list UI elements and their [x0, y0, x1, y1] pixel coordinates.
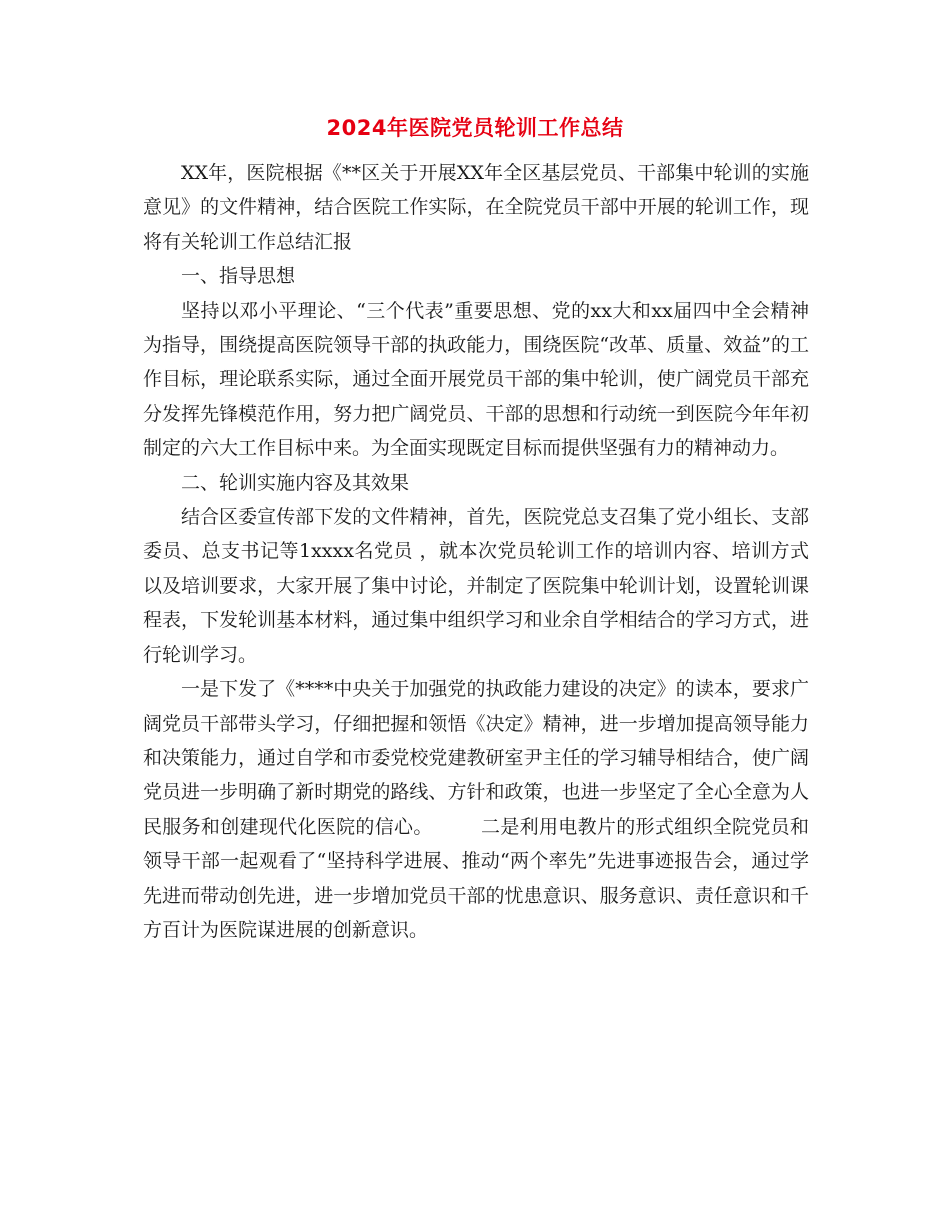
section-heading-guiding-ideology: 一、指导思想 — [181, 265, 296, 288]
paragraph-training-measures: 一是下发了《****中央关于加强党的执政能力建设的决定》的读本，要求广阔党员干部带头学习，仔细把握和领悟《决定》精神，进一步增加提高领导能力和决策能力，通过自学和市委党校党建教研室尹主任的学习辅导相结合，使广阔党员进一步明确了新时期党的路线、方针和政策，也进一步坚定了全心全意为人民服务和创建现代化医院的信心。 二是利用电教片的形式组织全院党员和领导干部一起观看了“坚持科学进展、推动“两个率先”先进事迹报告会，通过学先进而带动创先进，进一步增加党员干部的忧患意识、服务意识、责任意识和千方百计为医院谋进展的创新意识。 — [143, 678, 809, 941]
document-body — [143, 156, 809, 947]
paragraph-training-plan: 结合区委宣传部下发的文件精神，首先，医院党总支召集了党小组长、支部委员、总支书记等1xxxx名党员 ，就本次党员轮训工作的培训内容、培训方式以及培训要求，大家开展了集中讨论，并制定了医院集中轮训计划，设置轮训课程表，下发轮训基本材料，通过集中组织学习和业余自学相结合的学习方式，进行轮训学习。 — [143, 506, 809, 666]
section-heading-training-content: 二、轮训实施内容及其效果 — [181, 471, 410, 494]
document-title: 2024年医院党员轮训工作总结 — [326, 116, 624, 140]
paragraph-guiding-ideology: 坚持以邓小平理论、“三个代表”重要思想、党的xx大和xx届四中全会精神为指导，围绕提高医院领导干部的执政能力，围绕医院“改革、质量、效益”的工作目标，理论联系实际，通过全面开展党员干部的集中轮训，使广阔党员干部充分发挥先锋模范作用，努力把广阔党员、干部的思想和行动统一到医院今年年初制定的六大工作目标中来。为全面实现既定目标而提供坚强有力的精神动力。 — [143, 299, 809, 460]
paragraph-intro: XX年，医院根据《**区关于开展XX年全区基层党员、干部集中轮训的实施意见》的文件精神，结合医院工作实际，在全院党员干部中开展的轮训工作，现将有关轮训工作总结汇报 — [143, 162, 809, 253]
